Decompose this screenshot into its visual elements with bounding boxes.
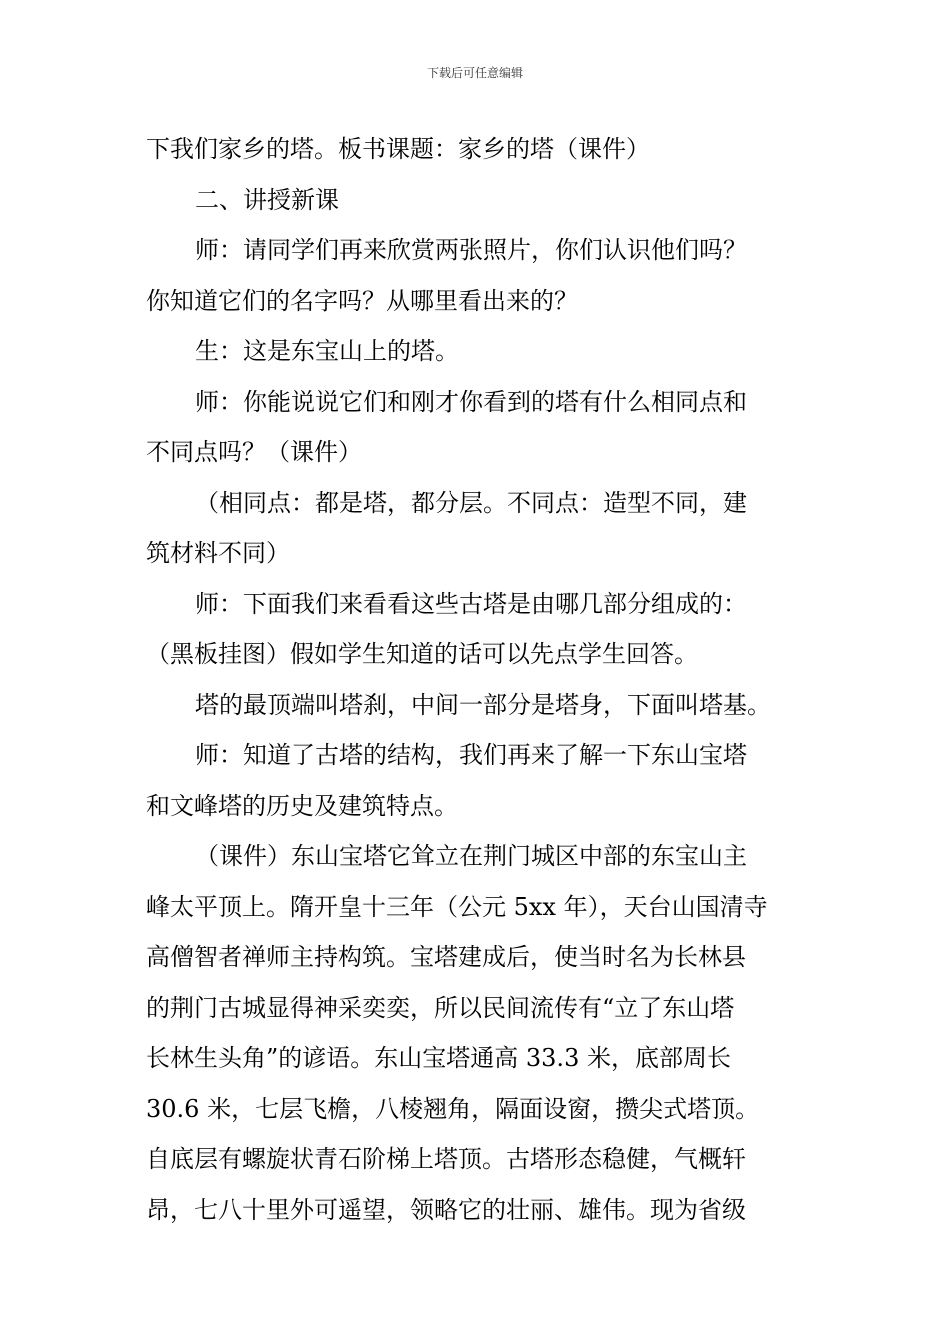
paragraph: [146, 730, 806, 831]
text-line: 筑材料不同）: [146, 539, 290, 567]
text-line: 高僧智者禅师主持构筑。宝塔建成后，使当时名为长林县: [146, 943, 746, 971]
text-line: 和文峰塔的历史及建筑特点。: [146, 791, 458, 820]
text-line: 二、讲授新课: [195, 185, 339, 214]
text-line: 师：你能说说它们和刚才你看到的塔有什么相同点和: [195, 387, 747, 416]
paragraph: [146, 225, 806, 326]
text-line: 下我们家乡的塔。板书课题：家乡的塔（课件）: [146, 135, 650, 163]
paragraph: [146, 124, 806, 175]
text-line: 峰太平顶上。隋开皇十三年（公元 5xx 年），天台山国清寺: [146, 892, 768, 921]
paragraph: [146, 579, 806, 680]
paragraph: [146, 831, 806, 1235]
paragraph: [146, 478, 806, 579]
text-line: 师：知道了古塔的结构，我们再来了解一下东山宝塔: [195, 741, 747, 769]
page-header: 下载后可任意编辑: [426, 66, 523, 80]
text-line: 不同点吗？（课件）: [146, 438, 362, 466]
text-line: 长林生头角”的谚语。东山宝塔通高 33.3 米，底部周长: [146, 1044, 731, 1072]
text-line: 30.6 米，七层飞檐，八棱翘角，隔面设窗，攒尖式塔顶。: [146, 1094, 760, 1123]
paragraph: [146, 680, 806, 731]
text-line: （黑板挂图）假如学生知道的话可以先点学生回答。: [146, 640, 698, 668]
text-line: 师：下面我们来看看这些古塔是由哪几部分组成的：: [195, 589, 747, 618]
text-line: 师：请同学们再来欣赏两张照片，你们认识他们吗？: [195, 236, 747, 264]
paragraph: [146, 377, 806, 478]
text-line: 塔的最顶端叫塔刹，中间一部分是塔身，下面叫塔基。: [195, 690, 771, 719]
text-line: 的荆门古城显得神采奕奕，所以民间流传有“立了东山塔: [146, 993, 735, 1022]
text-line: 你知道它们的名字吗？从哪里看出来的？: [146, 286, 578, 315]
text-line: （课件）东山宝塔它耸立在荆门城区中部的东宝山主: [195, 842, 747, 870]
document-body: [146, 124, 806, 1235]
text-line: （相同点：都是塔，都分层。不同点：造型不同，建: [195, 488, 747, 517]
text-line: 昂，七八十里外可遥望，领略它的壮丽、雄伟。现为省级: [146, 1195, 746, 1224]
text-line: 自底层有螺旋状青石阶梯上塔顶。古塔形态稳健，气概轩: [146, 1145, 746, 1173]
text-line: 生：这是东宝山上的塔。: [195, 337, 459, 365]
section-heading: [146, 175, 806, 226]
paragraph: [146, 326, 806, 377]
